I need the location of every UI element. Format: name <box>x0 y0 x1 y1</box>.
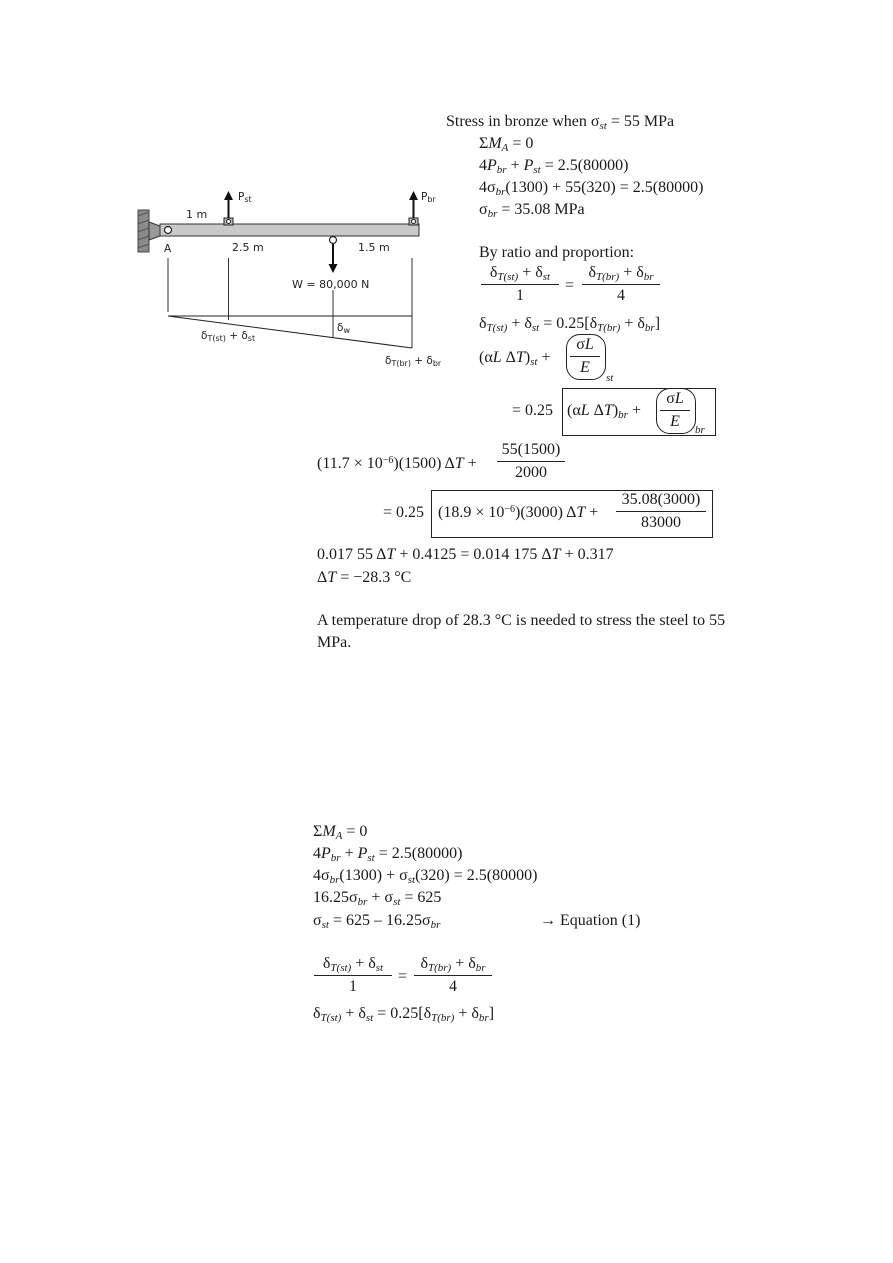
stress-equation-2: $4\sigma_{br}(1300) + \sigma_{st}(320) = 2.5(80000)$ <box>313 867 538 886</box>
ratio-fraction-left: $\delta_{T(st)} + \delta_{st}$ 1 <box>481 264 559 305</box>
bronze-stress-fraction: $\frac{\sigma L}{E}$ <box>660 390 690 431</box>
label-1-5m: 1.5 m <box>358 241 390 254</box>
ratio-equals: = <box>565 277 575 294</box>
pbr-arrow <box>409 191 418 218</box>
numeric-steel-fraction: $\frac{55(1500)}{2000}$ <box>497 441 565 482</box>
ratio-fraction-right-2: $\delta_{T(br)} + \delta_{br}$ 4 <box>414 955 492 996</box>
simplified-equation: 0.017 55 ΔT + 0.4125 = 0.014 175 ΔT + 0.317 <box>317 546 614 563</box>
pst-arrow <box>224 191 233 218</box>
wall-support <box>138 210 160 252</box>
temperature-result: ΔT = −28.3 °C <box>317 569 412 586</box>
label-delta-steel: δT(st) + δst <box>201 330 256 343</box>
hinge-a <box>165 227 172 234</box>
numeric-bronze-fraction: $\frac{35.08(3000)}{83000}$ <box>616 491 706 532</box>
conclusion-text: A temperature drop of 28.3 °C is needed to stress the steel to 55 MPa. <box>317 612 726 651</box>
equation-one: $\sigma_{st} = 625 - 16.25\sigma_{br}$ <box>313 912 441 931</box>
steel-stress-fraction: $\frac{\sigma L}{E}$ <box>570 336 600 377</box>
load-arrow <box>329 244 338 273</box>
stress-equation: $4\sigma_{br}(1300) + 55(320) = 2.5(80000)$ <box>479 179 704 198</box>
load-connector <box>330 237 337 244</box>
steel-subscript: st <box>606 372 614 384</box>
heading-stress-bronze: Stress in bronze when $\sigma_{st} = 55$ MPa <box>446 113 675 132</box>
numeric-bronze-side: $(18.9 \times 10^{-6})(3000)$ ΔT + <box>438 504 599 521</box>
label-1m: 1 m <box>186 208 208 221</box>
deformation-equation-2: $\delta_{T(st)} + \delta_{st} = 0.25[\delta_{T(br)} + \delta_{br}]$ <box>313 1005 495 1024</box>
ratio-heading: By ratio and proportion: <box>479 244 635 261</box>
label-2-5m: 2.5 m <box>232 241 264 254</box>
bronze-thermal-term: (αL $\Delta T)_{br}$ + <box>567 402 641 421</box>
force-equation-2: $4P_{br} + P_{st} = 2.5(80000)$ <box>313 845 463 864</box>
bronze-coefficient: = 0.25 <box>512 402 554 419</box>
force-equation: $4P_{br} + P_{st} = 2.5(80000)$ <box>479 157 629 176</box>
moment-equation: $\Sigma M_A = 0$ <box>479 135 534 154</box>
steel-rod-connector <box>224 218 233 225</box>
bronze-subscript: br <box>695 424 705 436</box>
bronze-rod-connector <box>409 218 418 225</box>
numeric-bronze-coefficient: = 0.25 <box>383 504 425 521</box>
label-a: A <box>164 243 172 255</box>
deformation-equation: $\delta_{T(st)} + \delta_{st} = 0.25[\delta_{T(br)} + \delta_{br}]$ <box>479 315 661 334</box>
label-pst: Pst <box>238 191 252 204</box>
simplified-equation-2: $16.25\sigma_{br} + \sigma_{st} = 625$ <box>313 889 442 908</box>
numeric-steel-side: $(11.7 \times 10^{-6})(1500)$ ΔT + <box>317 455 477 472</box>
ratio-fraction-left-2: $\delta_{T(st)} + \delta_{st}$ 1 <box>314 955 392 996</box>
ratio-fraction-right: $\delta_{T(br)} + \delta_{br}$ 4 <box>582 264 660 305</box>
beam <box>160 224 419 236</box>
label-pbr: Pbr <box>421 191 436 204</box>
bronze-stress-result: $\sigma_{br} = 35.08$ MPa <box>479 201 585 220</box>
ratio-equals-2: = <box>398 968 408 985</box>
moment-equation-2: $\Sigma M_A = 0$ <box>313 823 368 842</box>
label-delta-bronze: δT(br) + δbr <box>385 355 442 368</box>
steel-thermal-term: (αL $\Delta T)_{st}$ + <box>479 349 551 368</box>
equation-one-note: → Equation (1) <box>540 912 641 929</box>
label-load: W = 80,000 N <box>292 278 370 291</box>
label-delta-w: δw <box>337 322 350 335</box>
